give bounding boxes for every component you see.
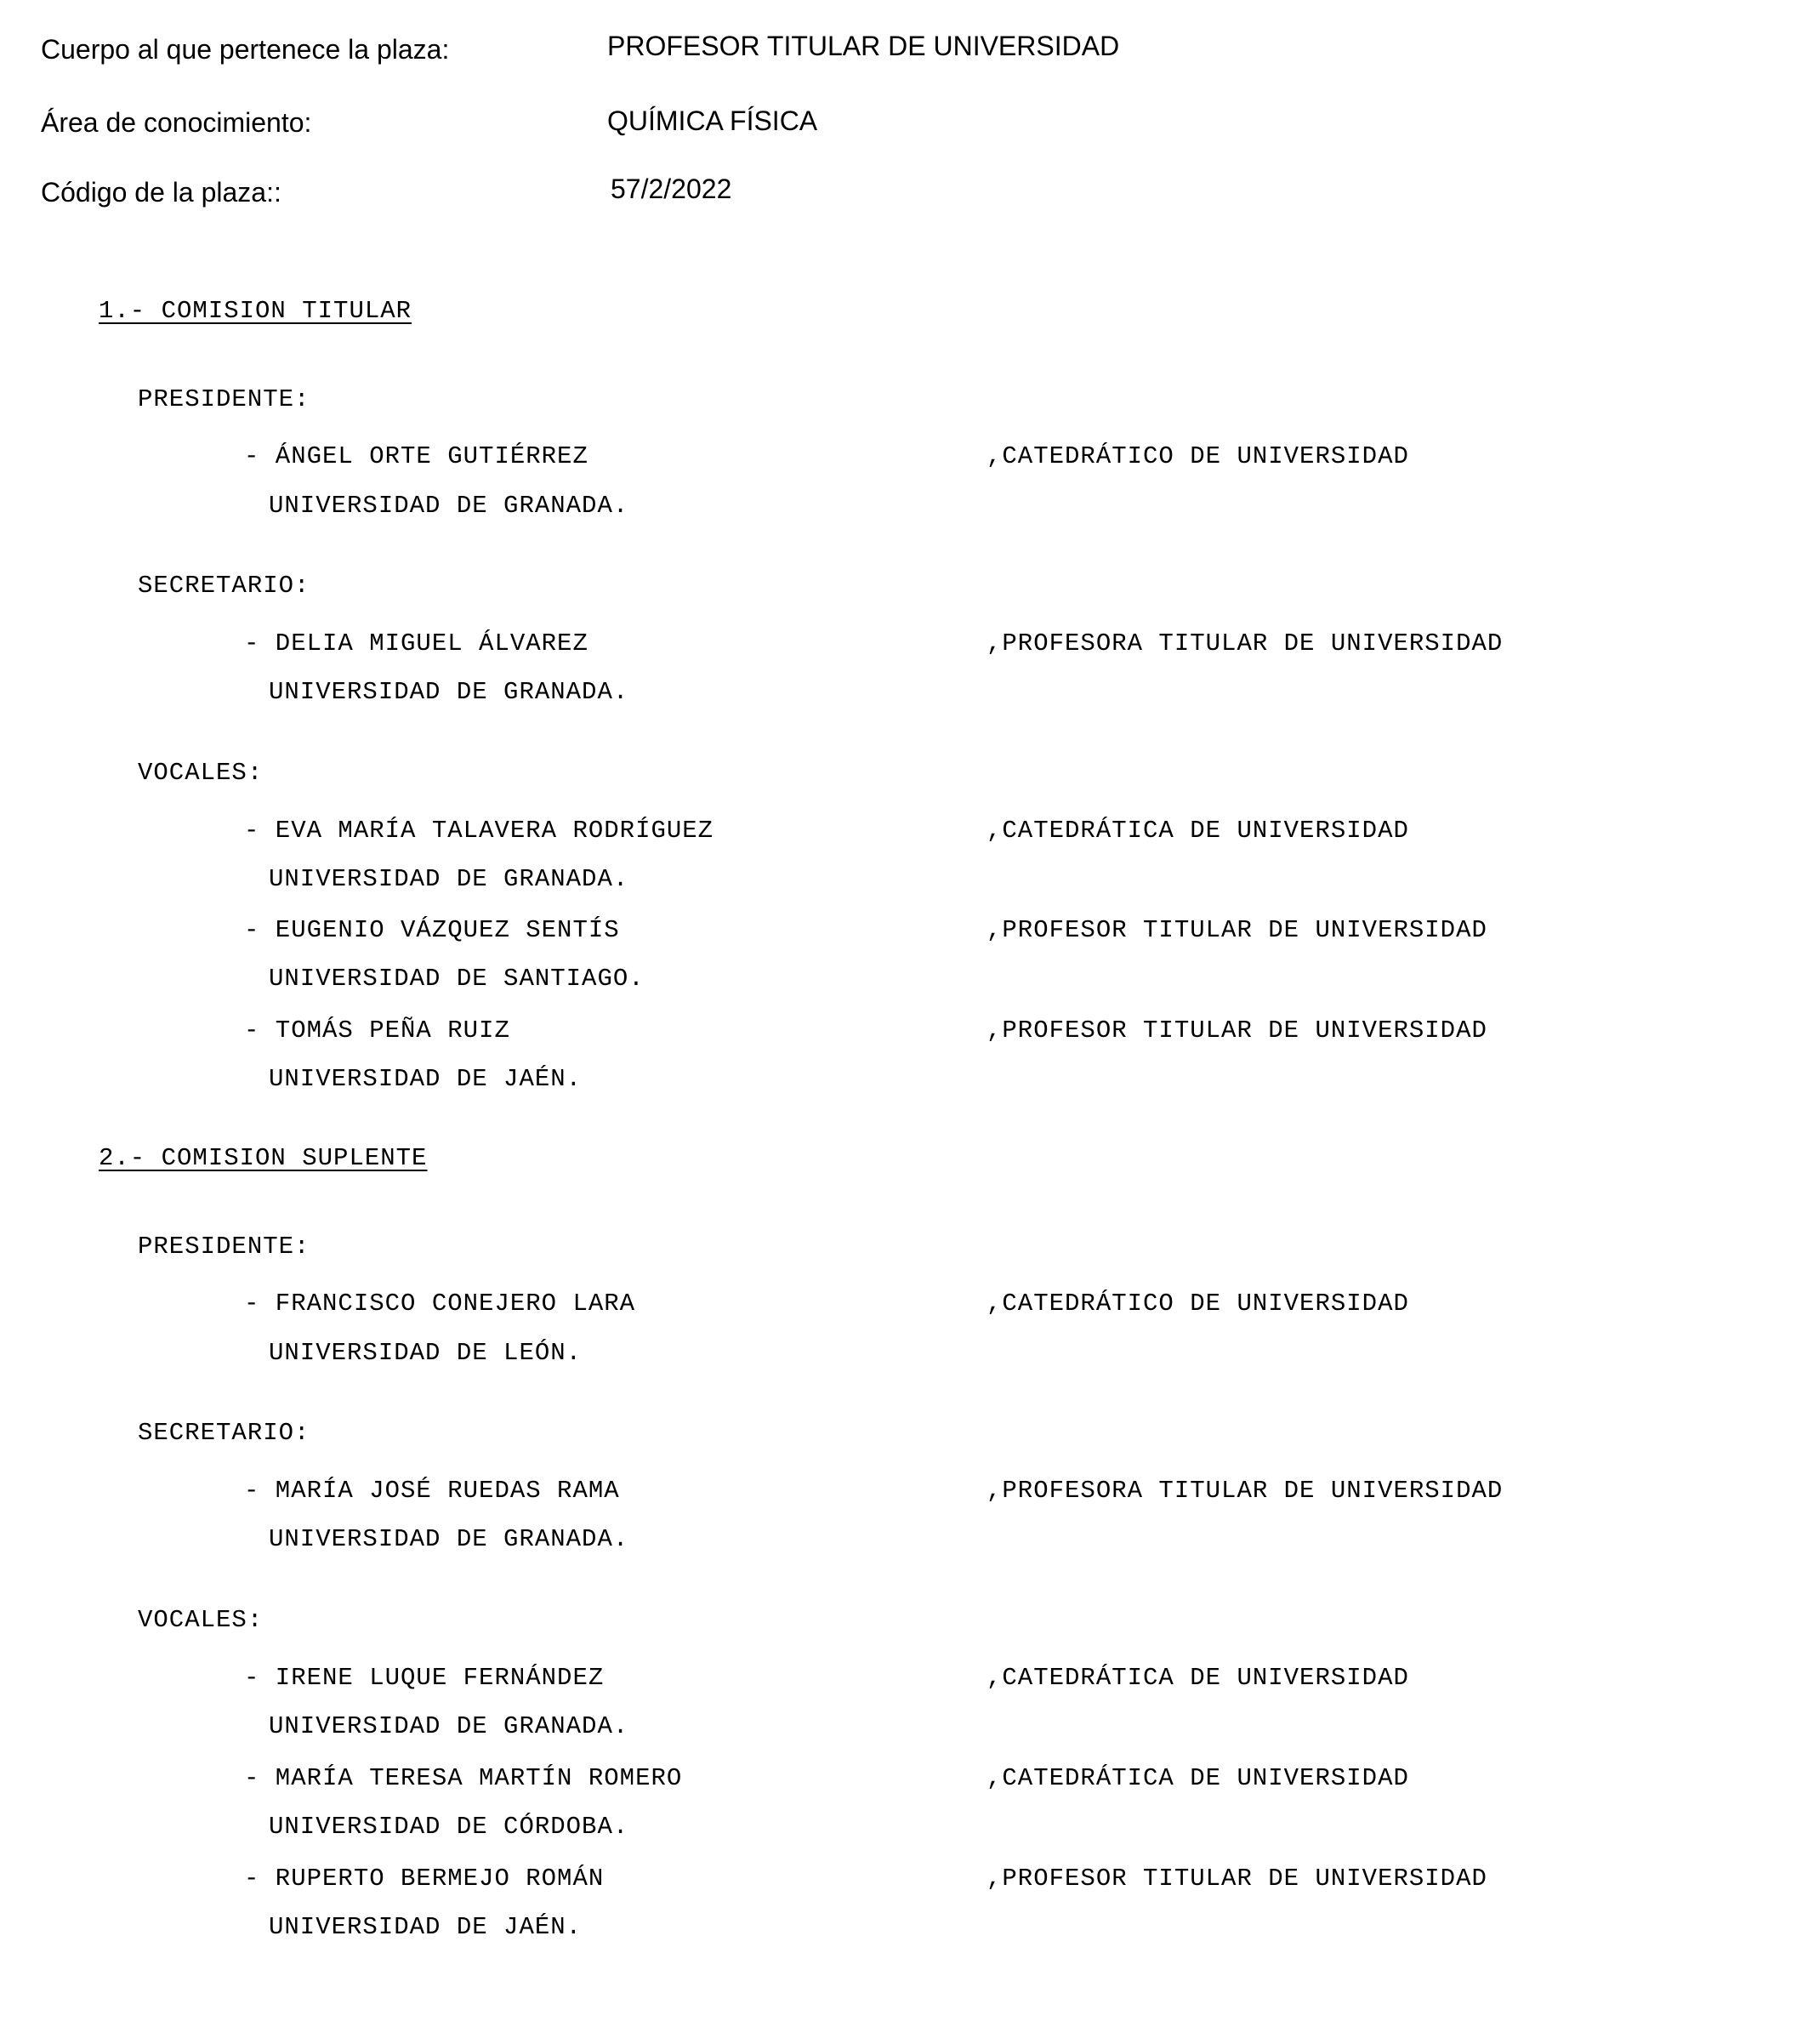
vocales-label: VOCALES:: [138, 759, 264, 787]
member-name: - RUPERTO BERMEJO ROMÁN: [244, 1865, 605, 1893]
presidente-label: PRESIDENTE:: [138, 1233, 310, 1261]
member-role: ,PROFESORA TITULAR DE UNIVERSIDAD: [986, 629, 1504, 658]
member-name: - MARÍA JOSÉ RUEDAS RAMA: [244, 1477, 620, 1505]
cuerpo-value: PROFESOR TITULAR DE UNIVERSIDAD: [607, 31, 1120, 61]
section-heading-titular: 1.- COMISION TITULAR: [99, 297, 412, 325]
member-university: UNIVERSIDAD DE JAÉN.: [269, 1065, 583, 1093]
member-role: ,CATEDRÁTICA DE UNIVERSIDAD: [986, 1664, 1409, 1692]
member-university: UNIVERSIDAD DE SANTIAGO.: [269, 965, 645, 993]
member-name: - TOMÁS PEÑA RUIZ: [244, 1016, 510, 1045]
member-name: - EVA MARÍA TALAVERA RODRÍGUEZ: [244, 817, 714, 845]
member-role: ,CATEDRÁTICO DE UNIVERSIDAD: [986, 442, 1409, 470]
member-university: UNIVERSIDAD DE GRANADA.: [269, 1712, 629, 1740]
member-role: ,PROFESOR TITULAR DE UNIVERSIDAD: [986, 1865, 1487, 1893]
member-role: ,PROFESOR TITULAR DE UNIVERSIDAD: [986, 1016, 1487, 1045]
member-name: - DELIA MIGUEL ÁLVAREZ: [244, 629, 588, 658]
member-role: ,CATEDRÁTICA DE UNIVERSIDAD: [986, 1764, 1409, 1792]
member-university: UNIVERSIDAD DE LEÓN.: [269, 1339, 583, 1367]
member-university: UNIVERSIDAD DE GRANADA.: [269, 1525, 629, 1553]
section-heading-suplente: 2.- COMISION SUPLENTE: [99, 1144, 428, 1172]
member-role: ,PROFESOR TITULAR DE UNIVERSIDAD: [986, 916, 1487, 944]
member-role: ,CATEDRÁTICA DE UNIVERSIDAD: [986, 817, 1409, 845]
cuerpo-label: Cuerpo al que pertenece la plaza:: [41, 34, 450, 65]
member-name: - FRANCISCO CONEJERO LARA: [244, 1290, 636, 1318]
area-value: QUÍMICA FÍSICA: [607, 105, 818, 136]
member-role: ,PROFESORA TITULAR DE UNIVERSIDAD: [986, 1477, 1504, 1505]
member-university: UNIVERSIDAD DE GRANADA.: [269, 492, 629, 520]
member-university: UNIVERSIDAD DE GRANADA.: [269, 865, 629, 893]
member-name: - IRENE LUQUE FERNÁNDEZ: [244, 1664, 605, 1692]
member-name: - EUGENIO VÁZQUEZ SENTÍS: [244, 916, 620, 944]
presidente-label: PRESIDENTE:: [138, 385, 310, 413]
member-role: ,CATEDRÁTICO DE UNIVERSIDAD: [986, 1290, 1409, 1318]
codigo-value: 57/2/2022: [611, 174, 732, 204]
area-label: Área de conocimiento:: [41, 107, 312, 138]
codigo-label: Código de la plaza::: [41, 177, 281, 208]
member-name: - MARÍA TERESA MARTÍN ROMERO: [244, 1764, 683, 1792]
secretario-label: SECRETARIO:: [138, 572, 310, 600]
member-name: - ÁNGEL ORTE GUTIÉRREZ: [244, 442, 588, 470]
member-university: UNIVERSIDAD DE GRANADA.: [269, 678, 629, 706]
member-university: UNIVERSIDAD DE JAÉN.: [269, 1913, 583, 1941]
secretario-label: SECRETARIO:: [138, 1419, 310, 1447]
member-university: UNIVERSIDAD DE CÓRDOBA.: [269, 1813, 629, 1841]
vocales-label: VOCALES:: [138, 1606, 264, 1634]
